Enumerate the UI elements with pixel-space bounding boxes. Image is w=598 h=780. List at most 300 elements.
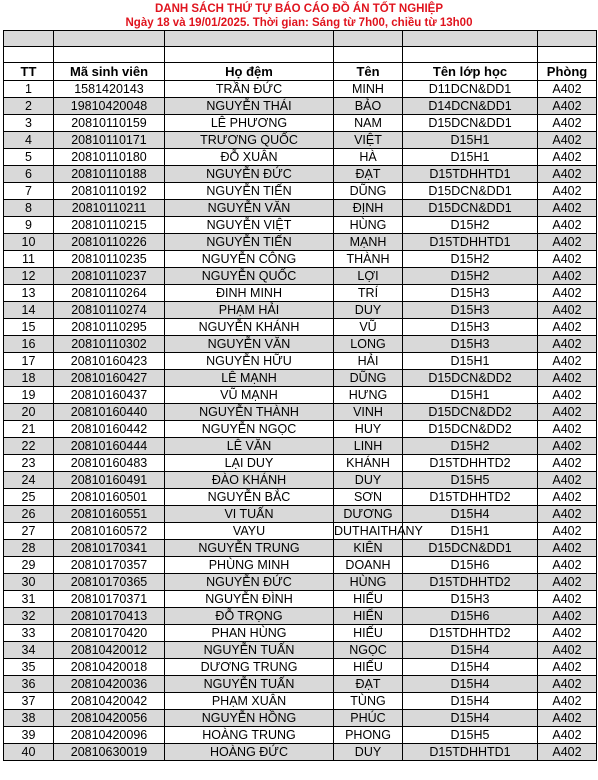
cell-last-middle-name: NGUYỄN BẮC: [165, 489, 334, 506]
cell-first-name: THÀNH: [334, 251, 403, 268]
cell-room: A402: [538, 183, 597, 200]
cell-tt: 28: [4, 540, 54, 557]
cell-class: D15TDHHTD1: [403, 744, 538, 761]
cell-last-middle-name: ĐỖ TRỌNG: [165, 608, 334, 625]
cell-tt: 27: [4, 523, 54, 540]
table-row: [4, 132, 597, 149]
cell-last-middle-name: HOÀNG ĐỨC: [165, 744, 334, 761]
cell-first-name: PHONG: [334, 727, 403, 744]
table-row: [4, 149, 597, 166]
cell-last-middle-name: NGUYỄN VĂN: [165, 336, 334, 353]
blank-cell: [165, 47, 334, 63]
cell-class: D15H2: [403, 438, 538, 455]
cell-room: A402: [538, 200, 597, 217]
cell-last-middle-name: PHAN HÙNG: [165, 625, 334, 642]
cell-tt: 20: [4, 404, 54, 421]
cell-last-middle-name: ĐÀO KHÁNH: [165, 472, 334, 489]
cell-student-id: 20810630019: [54, 744, 165, 761]
cell-student-id: 20810110226: [54, 234, 165, 251]
cell-student-id: 20810160501: [54, 489, 165, 506]
cell-student-id: 20810110159: [54, 115, 165, 132]
cell-student-id: 20810170420: [54, 625, 165, 642]
cell-last-middle-name: NGUYỄN KHÁNH: [165, 319, 334, 336]
cell-room: A402: [538, 523, 597, 540]
cell-tt: 19: [4, 387, 54, 404]
cell-tt: 21: [4, 421, 54, 438]
table-row: [4, 251, 597, 268]
cell-student-id: 20810170365: [54, 574, 165, 591]
cell-first-name: VŨ: [334, 319, 403, 336]
cell-room: A402: [538, 591, 597, 608]
cell-class: D15H5: [403, 727, 538, 744]
blank-cell: [538, 47, 597, 63]
cell-student-id: 20810110264: [54, 285, 165, 302]
cell-room: A402: [538, 744, 597, 761]
cell-first-name: NAM: [334, 115, 403, 132]
table-row: [4, 217, 597, 234]
table-row: [4, 234, 597, 251]
cell-student-id: 20810160572: [54, 523, 165, 540]
cell-class: D15H6: [403, 608, 538, 625]
cell-class: D15H2: [403, 251, 538, 268]
cell-first-name: KHÁNH: [334, 455, 403, 472]
cell-tt: 7: [4, 183, 54, 200]
table-row: [4, 727, 597, 744]
cell-student-id: 20810420096: [54, 727, 165, 744]
cell-student-id: 20810110171: [54, 132, 165, 149]
cell-last-middle-name: NGUYỄN ĐỨC: [165, 574, 334, 591]
cell-student-id: 20810160483: [54, 455, 165, 472]
cell-tt: 32: [4, 608, 54, 625]
cell-tt: 30: [4, 574, 54, 591]
table-row: [4, 472, 597, 489]
cell-last-middle-name: LÊ PHƯƠNG: [165, 115, 334, 132]
cell-student-id: 20810420018: [54, 659, 165, 676]
cell-class: D15H1: [403, 387, 538, 404]
table-row: [4, 455, 597, 472]
table-row: [4, 608, 597, 625]
cell-student-id: 20810160551: [54, 506, 165, 523]
cell-student-id: 20810110237: [54, 268, 165, 285]
cell-tt: 6: [4, 166, 54, 183]
cell-room: A402: [538, 438, 597, 455]
cell-tt: 12: [4, 268, 54, 285]
cell-tt: 25: [4, 489, 54, 506]
table-row: [4, 574, 597, 591]
table-row: [4, 268, 597, 285]
cell-room: A402: [538, 115, 597, 132]
cell-tt: 40: [4, 744, 54, 761]
cell-first-name: VIỆT: [334, 132, 403, 149]
cell-class: D15H4: [403, 676, 538, 693]
cell-student-id: 20810160423: [54, 353, 165, 370]
cell-last-middle-name: VŨ MẠNH: [165, 387, 334, 404]
cell-room: A402: [538, 676, 597, 693]
cell-first-name: DŨNG: [334, 183, 403, 200]
cell-last-middle-name: NGUYỄN HỮU: [165, 353, 334, 370]
cell-first-name: DƯƠNG: [334, 506, 403, 523]
cell-room: A402: [538, 421, 597, 438]
cell-student-id: 20810160491: [54, 472, 165, 489]
cell-room: A402: [538, 506, 597, 523]
blank-cell: [403, 31, 538, 47]
cell-student-id: 20810110192: [54, 183, 165, 200]
cell-first-name: HÙNG: [334, 217, 403, 234]
cell-student-id: 1581420143: [54, 81, 165, 98]
cell-first-name: HẢI: [334, 353, 403, 370]
table-row: [4, 659, 597, 676]
blank-cell: [538, 31, 597, 47]
table-row: [4, 676, 597, 693]
cell-last-middle-name: PHẠM XUÂN: [165, 693, 334, 710]
table-row: [4, 115, 597, 132]
student-list-table: [3, 30, 597, 761]
cell-student-id: 20810160444: [54, 438, 165, 455]
cell-first-name: HUY: [334, 421, 403, 438]
header-cell-class: Tên lớp học: [403, 63, 538, 81]
cell-class: D15TDHHTD2: [403, 625, 538, 642]
cell-first-name: ĐẠT: [334, 676, 403, 693]
blank-row: [4, 47, 597, 63]
cell-last-middle-name: VI TUẤN: [165, 506, 334, 523]
table-row: [4, 625, 597, 642]
cell-class: D15H1: [403, 523, 538, 540]
cell-class: D15H1: [403, 149, 538, 166]
cell-first-name: ĐẠT: [334, 166, 403, 183]
cell-first-name: HIỂN: [334, 608, 403, 625]
cell-first-name: ĐỊNH: [334, 200, 403, 217]
cell-student-id: 20810110302: [54, 336, 165, 353]
table-row: [4, 591, 597, 608]
cell-student-id: 20810160440: [54, 404, 165, 421]
cell-class: D14DCN&DD1: [403, 98, 538, 115]
cell-tt: 14: [4, 302, 54, 319]
cell-tt: 1: [4, 81, 54, 98]
blank-row: [4, 31, 597, 47]
cell-last-middle-name: NGUYỄN THÀNH: [165, 404, 334, 421]
cell-room: A402: [538, 455, 597, 472]
table-row: [4, 285, 597, 302]
cell-class: D15H2: [403, 217, 538, 234]
cell-class: D15TDHHTD2: [403, 574, 538, 591]
cell-first-name: DUY: [334, 744, 403, 761]
table-row: [4, 438, 597, 455]
cell-last-middle-name: NGUYỄN CÔNG: [165, 251, 334, 268]
cell-class: D15H3: [403, 302, 538, 319]
cell-student-id: 20810110188: [54, 166, 165, 183]
cell-first-name: DUY: [334, 302, 403, 319]
table-row: [4, 200, 597, 217]
cell-room: A402: [538, 319, 597, 336]
cell-student-id: 20810110274: [54, 302, 165, 319]
cell-tt: 13: [4, 285, 54, 302]
cell-first-name: LỢI: [334, 268, 403, 285]
cell-last-middle-name: HOÀNG TRUNG: [165, 727, 334, 744]
cell-first-name: DUY: [334, 472, 403, 489]
cell-room: A402: [538, 727, 597, 744]
cell-last-middle-name: NGUYỄN TRUNG: [165, 540, 334, 557]
table-row: [4, 387, 597, 404]
table-row: [4, 557, 597, 574]
cell-student-id: 20810420012: [54, 642, 165, 659]
cell-tt: 23: [4, 455, 54, 472]
cell-last-middle-name: NGUYỄN VIỆT: [165, 217, 334, 234]
cell-room: A402: [538, 81, 597, 98]
cell-first-name: TÙNG: [334, 693, 403, 710]
cell-last-middle-name: TRƯƠNG QUỐC: [165, 132, 334, 149]
cell-last-middle-name: ĐINH MINH: [165, 285, 334, 302]
cell-tt: 34: [4, 642, 54, 659]
cell-student-id: 20810170371: [54, 591, 165, 608]
cell-tt: 16: [4, 336, 54, 353]
cell-tt: 3: [4, 115, 54, 132]
cell-student-id: 20810160442: [54, 421, 165, 438]
cell-first-name: HIẾU: [334, 659, 403, 676]
cell-last-middle-name: LÊ VĂN: [165, 438, 334, 455]
cell-last-middle-name: NGUYỄN HỒNG: [165, 710, 334, 727]
cell-class: D15H4: [403, 506, 538, 523]
cell-student-id: 20810110215: [54, 217, 165, 234]
cell-room: A402: [538, 608, 597, 625]
cell-student-id: 20810110295: [54, 319, 165, 336]
cell-room: A402: [538, 132, 597, 149]
cell-class: D15H4: [403, 642, 538, 659]
header-row: [4, 63, 597, 81]
cell-room: A402: [538, 251, 597, 268]
cell-class: D15H4: [403, 693, 538, 710]
cell-last-middle-name: LẠI DUY: [165, 455, 334, 472]
cell-room: A402: [538, 557, 597, 574]
cell-last-middle-name: LÊ MẠNH: [165, 370, 334, 387]
blank-cell: [403, 47, 538, 63]
cell-class: D15DCN&DD1: [403, 200, 538, 217]
cell-room: A402: [538, 625, 597, 642]
table-row: [4, 183, 597, 200]
cell-last-middle-name: NGUYỄN TUẤN: [165, 642, 334, 659]
table-row: [4, 336, 597, 353]
cell-room: A402: [538, 693, 597, 710]
cell-class: D15H3: [403, 336, 538, 353]
cell-room: A402: [538, 98, 597, 115]
table-row: [4, 523, 597, 540]
cell-student-id: 20810170357: [54, 557, 165, 574]
cell-class: D11DCN&DD1: [403, 81, 538, 98]
blank-cell: [54, 31, 165, 47]
cell-last-middle-name: NGUYỄN QUỐC: [165, 268, 334, 285]
cell-room: A402: [538, 268, 597, 285]
cell-first-name: DUTHAITHANY: [334, 524, 423, 538]
cell-first-name: DŨNG: [334, 370, 403, 387]
cell-last-middle-name: NGUYỄN NGỌC: [165, 421, 334, 438]
cell-class: D15H1: [403, 132, 538, 149]
cell-tt: 9: [4, 217, 54, 234]
cell-tt: 31: [4, 591, 54, 608]
cell-room: A402: [538, 472, 597, 489]
cell-room: A402: [538, 642, 597, 659]
cell-student-id: 20810170341: [54, 540, 165, 557]
cell-last-middle-name: VAYU: [165, 523, 334, 540]
cell-first-name: DOANH: [334, 557, 403, 574]
cell-last-middle-name: NGUYỄN THÁI: [165, 98, 334, 115]
cell-first-name: NGỌC: [334, 642, 403, 659]
cell-first-name: LINH: [334, 438, 403, 455]
cell-class: D15H5: [403, 472, 538, 489]
cell-tt: 36: [4, 676, 54, 693]
cell-first-name: VINH: [334, 404, 403, 421]
cell-room: A402: [538, 166, 597, 183]
header-cell-last-middle-name: Họ đệm: [165, 63, 334, 81]
cell-room: A402: [538, 710, 597, 727]
cell-first-name: PHÚC: [334, 710, 403, 727]
table-row: [4, 710, 597, 727]
cell-first-name: LONG: [334, 336, 403, 353]
document-title: DANH SÁCH THỨ TỰ BÁO CÁO ĐỒ ÁN TỐT NGHIỆP: [154, 3, 444, 15]
table-row: [4, 319, 597, 336]
cell-tt: 10: [4, 234, 54, 251]
cell-class: D15DCN&DD2: [403, 370, 538, 387]
cell-tt: 26: [4, 506, 54, 523]
table-row: [4, 642, 597, 659]
cell-class: D15TDHHTD2: [403, 489, 538, 506]
table-row: [4, 302, 597, 319]
blank-cell: [334, 47, 403, 63]
header-cell-first-name: Tên: [334, 63, 403, 81]
cell-student-id: 20810110211: [54, 200, 165, 217]
cell-room: A402: [538, 353, 597, 370]
table-row: [4, 506, 597, 523]
cell-class: D15H4: [403, 710, 538, 727]
cell-class: D15TDHHTD2: [403, 455, 538, 472]
cell-tt: 29: [4, 557, 54, 574]
cell-tt: 39: [4, 727, 54, 744]
cell-first-name: HIẾU: [334, 625, 403, 642]
cell-class: D15H3: [403, 591, 538, 608]
table-row: [4, 404, 597, 421]
blank-cell: [4, 47, 54, 63]
table-row: [4, 744, 597, 761]
cell-class: D15H3: [403, 285, 538, 302]
cell-first-name: HIẾU: [334, 591, 403, 608]
cell-first-name: HÙNG: [334, 574, 403, 591]
cell-class: D15H6: [403, 557, 538, 574]
cell-student-id: 20810170413: [54, 608, 165, 625]
cell-room: A402: [538, 234, 597, 251]
cell-class: D15DCN&DD2: [403, 421, 538, 438]
cell-class: D15H4: [403, 659, 538, 676]
cell-student-id: 20810160427: [54, 370, 165, 387]
cell-first-name: MẠNH: [334, 234, 403, 251]
cell-class: D15TDHHTD1: [403, 234, 538, 251]
cell-room: A402: [538, 540, 597, 557]
cell-room: A402: [538, 387, 597, 404]
cell-last-middle-name: NGUYỄN ĐÌNH: [165, 591, 334, 608]
cell-class: D15DCN&DD1: [403, 183, 538, 200]
cell-first-name: MINH: [334, 81, 403, 98]
header-cell-room: Phòng: [538, 63, 597, 81]
cell-last-middle-name: PHÙNG MINH: [165, 557, 334, 574]
cell-room: A402: [538, 489, 597, 506]
cell-tt: 2: [4, 98, 54, 115]
blank-cell: [165, 31, 334, 47]
cell-last-middle-name: NGUYỄN ĐỨC: [165, 166, 334, 183]
table-row: [4, 540, 597, 557]
cell-tt: 17: [4, 353, 54, 370]
cell-tt: 4: [4, 132, 54, 149]
cell-tt: 5: [4, 149, 54, 166]
cell-class: D15DCN&DD1: [403, 115, 538, 132]
cell-tt: 33: [4, 625, 54, 642]
cell-student-id: 20810420056: [54, 710, 165, 727]
table-row: [4, 370, 597, 387]
cell-first-name: TRÍ: [334, 285, 403, 302]
cell-class: D15DCN&DD1: [403, 540, 538, 557]
blank-cell: [4, 31, 54, 47]
cell-room: A402: [538, 370, 597, 387]
cell-tt: 8: [4, 200, 54, 217]
cell-tt: 24: [4, 472, 54, 489]
cell-tt: 15: [4, 319, 54, 336]
cell-class: D15DCN&DD2: [403, 404, 538, 421]
table-row: [4, 421, 597, 438]
table-row: [4, 98, 597, 115]
cell-tt: 22: [4, 438, 54, 455]
cell-room: A402: [538, 404, 597, 421]
cell-room: A402: [538, 302, 597, 319]
cell-student-id: 20810110180: [54, 149, 165, 166]
cell-student-id: 20810160437: [54, 387, 165, 404]
header-cell-student-id: Mã sinh viên: [54, 63, 165, 81]
cell-room: A402: [538, 336, 597, 353]
cell-tt: 35: [4, 659, 54, 676]
cell-last-middle-name: NGUYỄN VĂN: [165, 200, 334, 217]
cell-last-middle-name: NGUYỄN TUẤN: [165, 676, 334, 693]
cell-tt: 11: [4, 251, 54, 268]
cell-student-id: 19810420048: [54, 98, 165, 115]
cell-class: D15H3: [403, 319, 538, 336]
cell-room: A402: [538, 659, 597, 676]
cell-first-name: SƠN: [334, 489, 403, 506]
cell-last-middle-name: NGUYỄN TIẾN: [165, 183, 334, 200]
cell-last-middle-name: PHẠM HẢI: [165, 302, 334, 319]
cell-class: D15H2: [403, 268, 538, 285]
cell-last-middle-name: NGUYỄN TIẾN: [165, 234, 334, 251]
blank-cell: [334, 31, 403, 47]
table-row: [4, 166, 597, 183]
cell-student-id: 20810420042: [54, 693, 165, 710]
table-row: [4, 81, 597, 98]
cell-student-id: 20810110235: [54, 251, 165, 268]
cell-room: A402: [538, 285, 597, 302]
cell-class: D15TDHHTD1: [403, 166, 538, 183]
cell-last-middle-name: DƯƠNG TRUNG: [165, 659, 334, 676]
cell-last-middle-name: ĐỖ XUÂN: [165, 149, 334, 166]
cell-student-id: 20810420036: [54, 676, 165, 693]
cell-tt: 18: [4, 370, 54, 387]
cell-first-name: HÀ: [334, 149, 403, 166]
cell-last-middle-name: TRẦN ĐỨC: [165, 81, 334, 98]
cell-room: A402: [538, 217, 597, 234]
header-cell-tt: TT: [4, 63, 54, 81]
cell-first-name: KIÊN: [334, 540, 403, 557]
table-row: [4, 353, 597, 370]
cell-tt: 37: [4, 693, 54, 710]
blank-cell: [54, 47, 165, 63]
cell-tt: 38: [4, 710, 54, 727]
table-row: [4, 693, 597, 710]
cell-class: D15H1: [403, 353, 538, 370]
cell-room: A402: [538, 149, 597, 166]
cell-first-name: BẢO: [334, 98, 403, 115]
